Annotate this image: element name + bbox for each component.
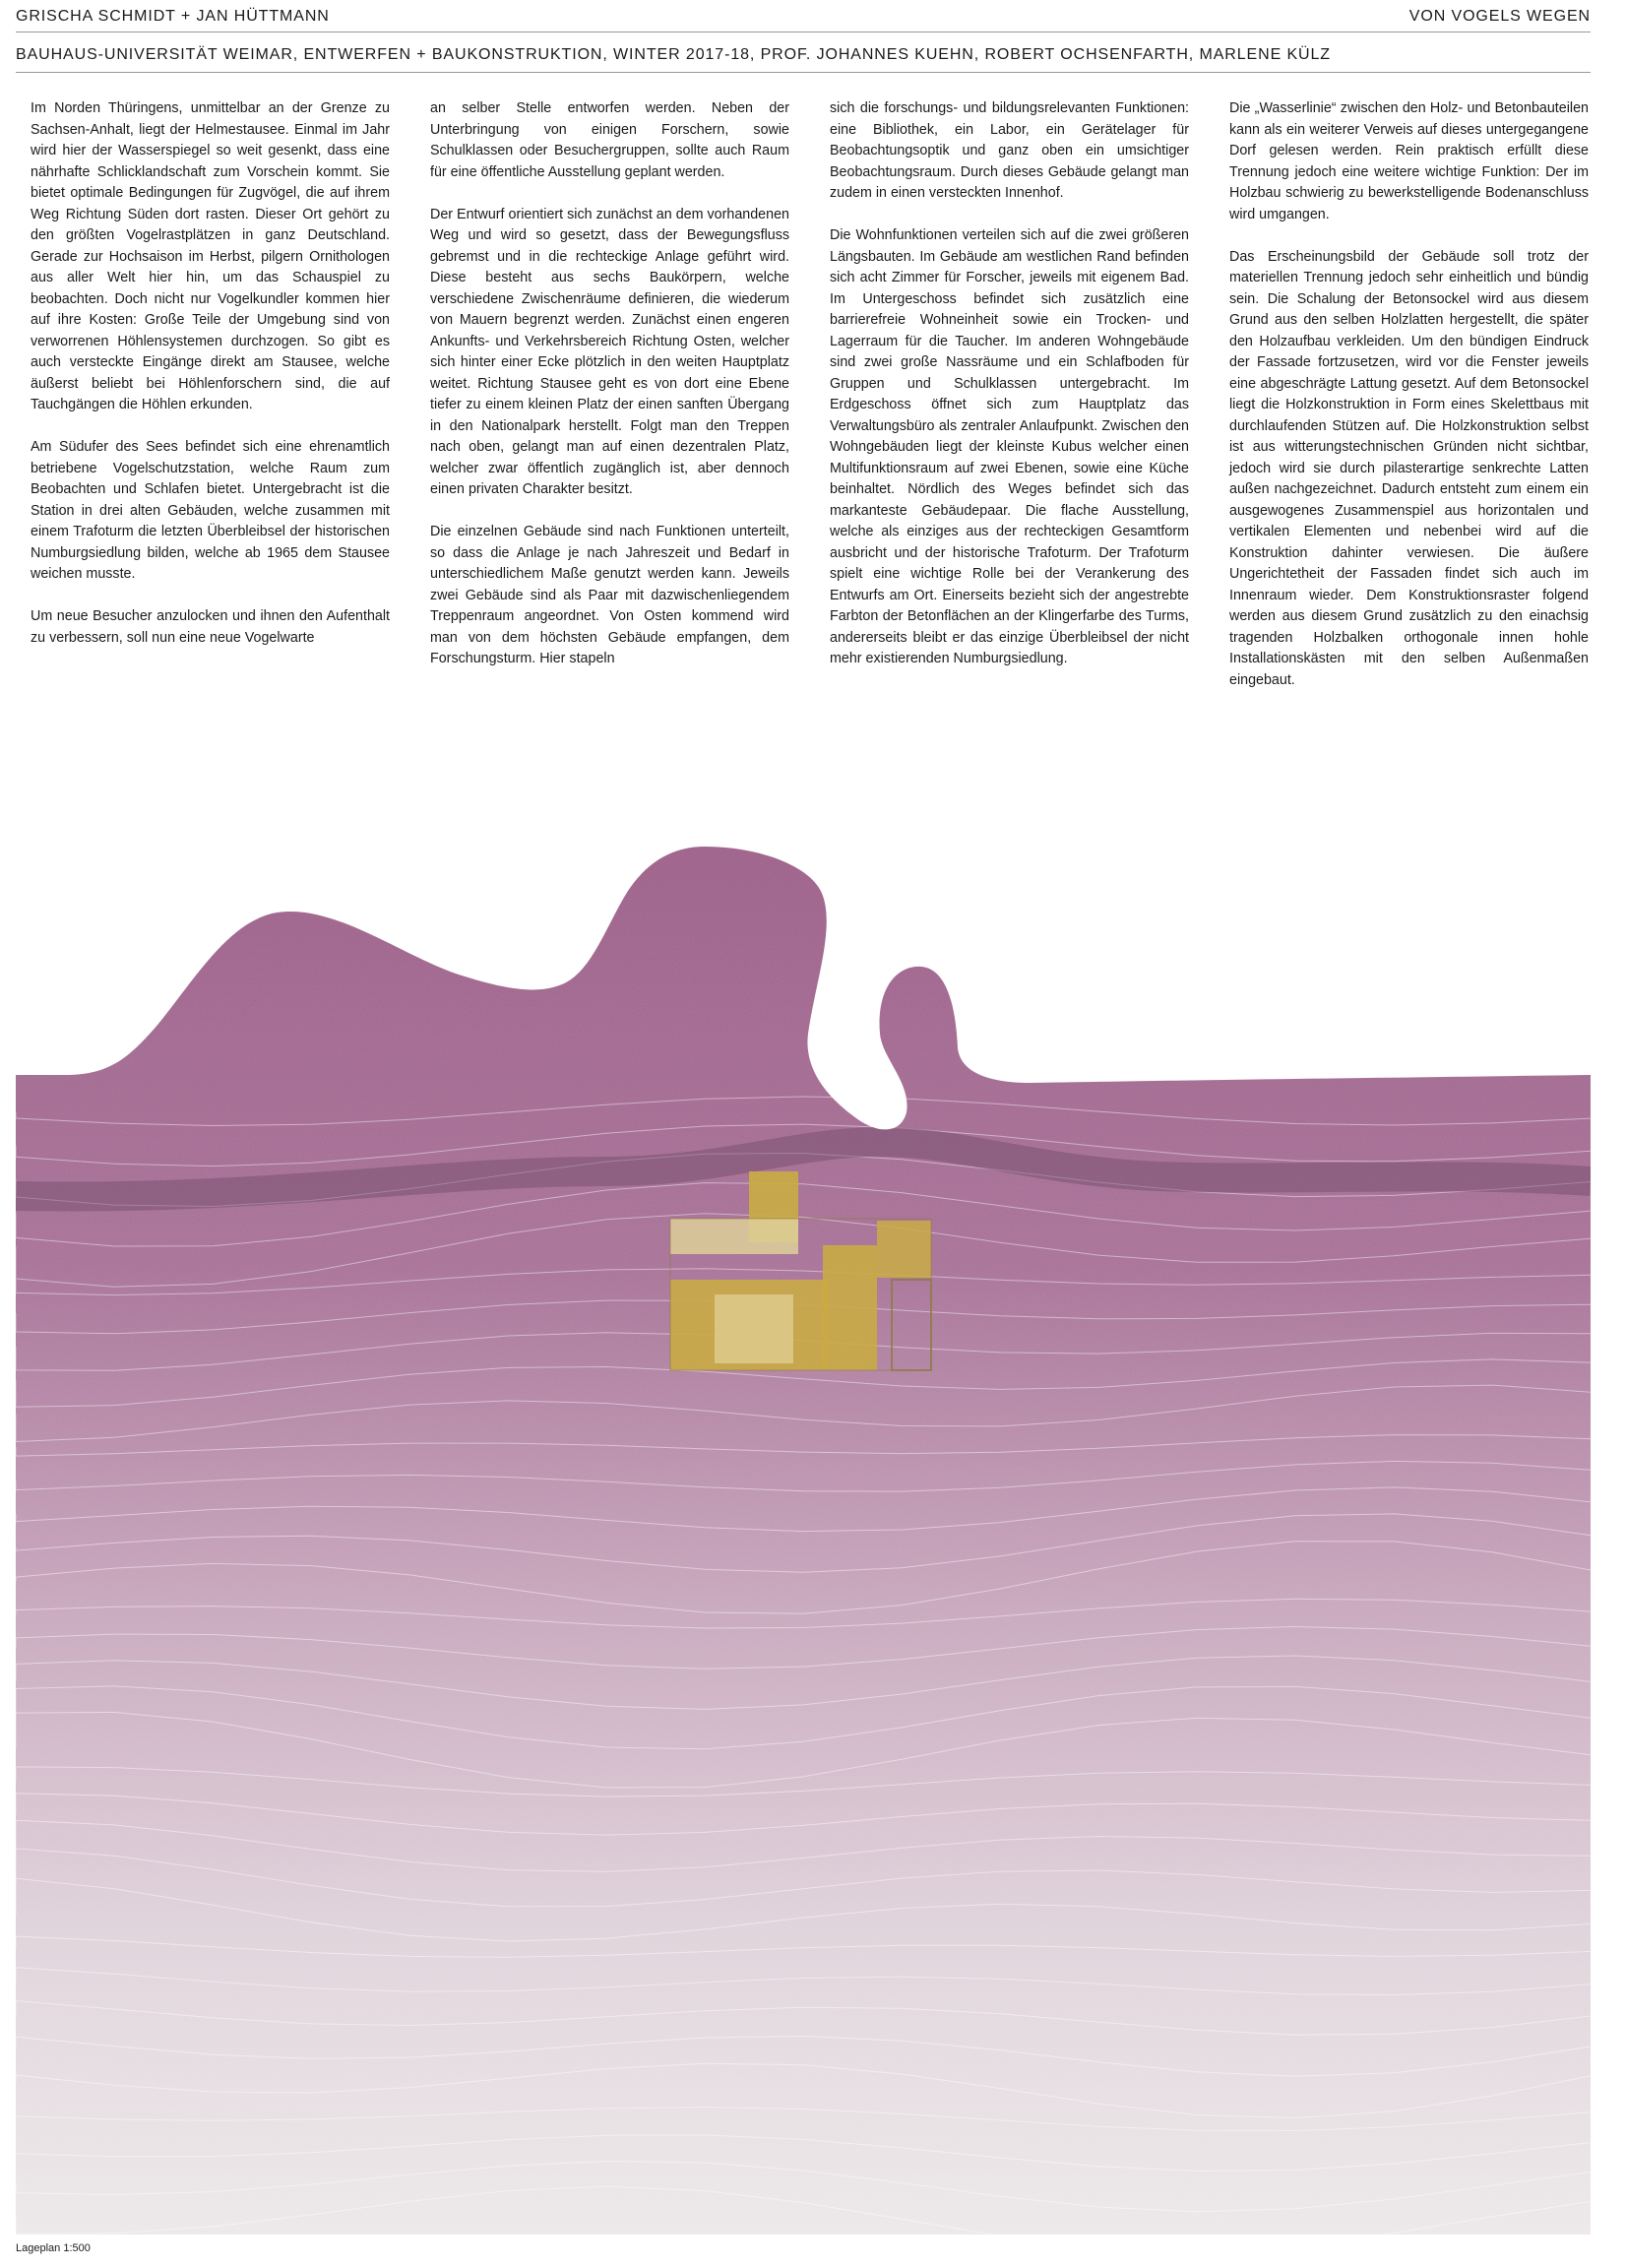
paragraph: Das Erscheinungsbild der Gebäude soll trotz der materiellen Trennung jedoch sehr einheitlich und bündig sein. Die Schalung der Betonsockel wird aus diesem Grund aus den selben Holzlatten hergestellt, die später den Holzaufbau verkleiden. Um den bündigen Eindruck der Fassade fortzusetzen, wird vor die Fenster jeweils eine abgeschrägte Lattung gesetzt. Auf dem Betonsockel liegt die Holzkonstruktion in Form eines Skelettbaus mit durchlaufenden Stützen auf. Die Holzkonstruktion selbst ist aus witterungstechnischen Gründen nicht sichtbar, jedoch wird sie durch pilasterartige senkrechte Latten außen nachgezeichnet. Dadurch entsteht zum einem ein ausgewogenes Zusammenspiel aus horizontalen und vertikalen Elementen und nebenbei wird auf die Konstruktion dahinter verwiesen. Die äußere Ungerichtetheit der Fassaden findet sich auch im Innenraum wieder. Dem Konstruktionsraster folgend werden aus diesem Grund zusätzlich zu den einachsig tragenden Holzbalken orthogonale innen hohle Installationskästen mit den selben Außenmaßen eingebaut.: [1229, 248, 1589, 688]
paragraph: Im Norden Thüringens, unmittelbar an der Grenze zu Sachsen-Anhalt, liegt der Helmestausee. Einmal im Jahr wird hier der Wasserspiegel so weit gesenkt, dass eine nährhafte Schlicklandschaft zum Vorschein kommt. Sie bietet optimale Bedingungen für Zugvögel, die auf ihrem Weg Richtung Süden dort rasten. Dieser Ort gehört zu den größten Vogelrastplätzen in ganz Deutschland. Gerade zur Hochsaison im Herbst, pilgern Ornithologen aus aller Welt hier hin, um das Schauspiel zu beobachten. Doch nicht nur Vogelkundler kommen hier auf ihre Kosten: Große Teile der Umgebung sind von verworrenen Höhlensystemen durchzogen. So gibt es auch versteckte Eingänge direkt am Stausee, welche äußerst beliebt bei Höhlenforschern sind, die auf Tauchgängen die Höhlen erkunden.: [31, 100, 390, 412]
page-header: [16, 5, 1591, 29]
subheader-rule: [16, 72, 1591, 73]
paragraph: Die „Wasserlinie“ zwischen den Holz- und Betonbauteilen kann als ein weiterer Verweis auf dieses untergegangene Dorf gelesen werden. Rein praktisch erfüllt diese Trennung jedoch eine weitere wichtige Funktion: Der im Holzbau schwierig zu bewerkstelligende Bodenanschluss wird umgangen.: [1229, 100, 1589, 222]
authors: GRISCHA SCHMIDT + JAN HÜTTMANN: [16, 8, 330, 25]
paragraph: Der Entwurf orientiert sich zunächst an dem vorhandenen Weg und wird so gesetzt, dass der Bewegungsfluss gebremst und in die rechteckige Anlage geführt wird. Diese besteht aus sechs Baukörpern, welche verschiedene Zwischenräume definieren, die wiederum von Mauern begrenzt werden. Zunächst einen engeren Ankunfts- und Verkehrsbereich Richtung Osten, welcher sich hinter einer Ecke plötzlich in den weiten Hauptplatz weitet. Richtung Stausee geht es von dort eine Ebene tiefer zu einem kleinen Platz der einen sanften Übergang in den Nationalpark herstellt. Folgt man den Treppen nach oben, gelangt man auf einen dezentralen Platz, welcher zwar öffentlich zugänglich ist, aber dennoch einen privaten Charakter besitzt.: [430, 206, 789, 497]
building-multifunction: [715, 1294, 793, 1363]
paragraph: Um neue Besucher anzulocken und ihnen den Aufenthalt zu verbessern, soll nun eine neue Vogelwarte: [31, 608, 390, 646]
institution: BAUHAUS-UNIVERSITÄT WEIMAR, ENTWERFEN + BAUKONSTRUKTION, WINTER 2017-18, PROF. JOHANNES KUEHN, ROBERT OCHSENFARTH, MARLENE KÜLZ: [16, 46, 1331, 63]
building-exhibition: [670, 1219, 798, 1254]
text-columns: [31, 98, 1590, 688]
text-column-3: [830, 98, 1189, 713]
project-title: VON VOGELS WEGEN: [1408, 8, 1591, 25]
terrain-texture: [16, 847, 1591, 2235]
text-column-4: [1229, 98, 1589, 713]
building-group-housing: [823, 1245, 877, 1370]
paragraph: Die einzelnen Gebäude sind nach Funktionen unterteilt, so dass die Anlage je nach Jahreszeit und Bedarf in unterschiedlichem Maße genutzt werden kann. Jeweils zwei Gebäude sind als Paar mit dazwischenliegendem Treppenraum angeordnet. Von Osten kommend wird man von dem höchsten Gebäude empfangen, dem Forschungsturm. Hier stapeln: [430, 524, 789, 666]
paragraph: sich die forschungs- und bildungsrelevanten Funktionen: eine Bibliothek, ein Labor, ein Gerätelager für Beobachtungsoptik und ganz oben ein umsichtiger Beobachtungsraum. Durch dieses Gebäude gelangt man zudem in einen versteckten Innenhof.: [830, 100, 1189, 201]
paragraph: Die Wohnfunktionen verteilen sich auf die zwei größeren Längsbauten. Im Gebäude am westlichen Rand befinden sich acht Zimmer für Forscher, jeweils mit eigenem Bad. Im Untergeschoss befindet sich zusätzlich eine barrierefreie Wohneinheit sowie ein Trocken- und Lagerraum für die Taucher. Im anderen Wohngebäude sind zwei große Nassräume und ein Schlafboden für Gruppen und Schulklassen untergebracht. Im Erdgeschoss öffnet sich zum Hauptplatz das Verwaltungsbüro als zentraler Anlaufpunkt. Zwischen den Wohngebäuden liegt der kleinste Kubus welcher einen Multifunktionsraum auf zwei Ebenen, sowie eine Küche beinhaltet. Nördlich des Weges befindet sich das markanteste Gebäudepaar. Die flache Ausstellung, welche als einziges aus der rechteckigen Gesamtform ausbricht und der historische Trafoturm. Der Trafoturm spielt eine wichtige Rolle bei der Verankerung des Entwurfs am Ort. Einerseits bezieht sich der angestrebte Farbton der Betonflächen an der Klingerfarbe des Turms, andererseits bleibt er das einzige Überbleibsel der nicht mehr existierenden Numburgsiedlung.: [830, 227, 1189, 666]
institution-line: [16, 43, 1591, 67]
paragraph: an selber Stelle entworfen werden. Neben der Unterbringung von einigen Forschern, sowie Schulklassen oder Besuchergruppen, sollte auch Raum für eine öffentliche Ausstellung geplant werden.: [430, 100, 789, 180]
site-plan-caption: Lageplan 1:500: [16, 2242, 91, 2254]
text-column-1: [31, 98, 390, 713]
site-plan: [16, 847, 1591, 2235]
building-trafo-tower: [877, 1221, 931, 1278]
paragraph: Am Südufer des Sees befindet sich eine ehrenamtlich betriebene Vogelschutzstation, welche Raum zum Beobachten und Schlafen bietet. Untergebracht ist die Station in drei alten Gebäuden, welche zusammen mit einem Trafoturm die letzten Überbleibsel der historischen Numburgsiedlung bilden, welche ab 1965 dem Stausee weichen musste.: [31, 439, 390, 582]
site-plan-drawing: [16, 847, 1591, 2235]
text-column-2: [430, 98, 789, 713]
